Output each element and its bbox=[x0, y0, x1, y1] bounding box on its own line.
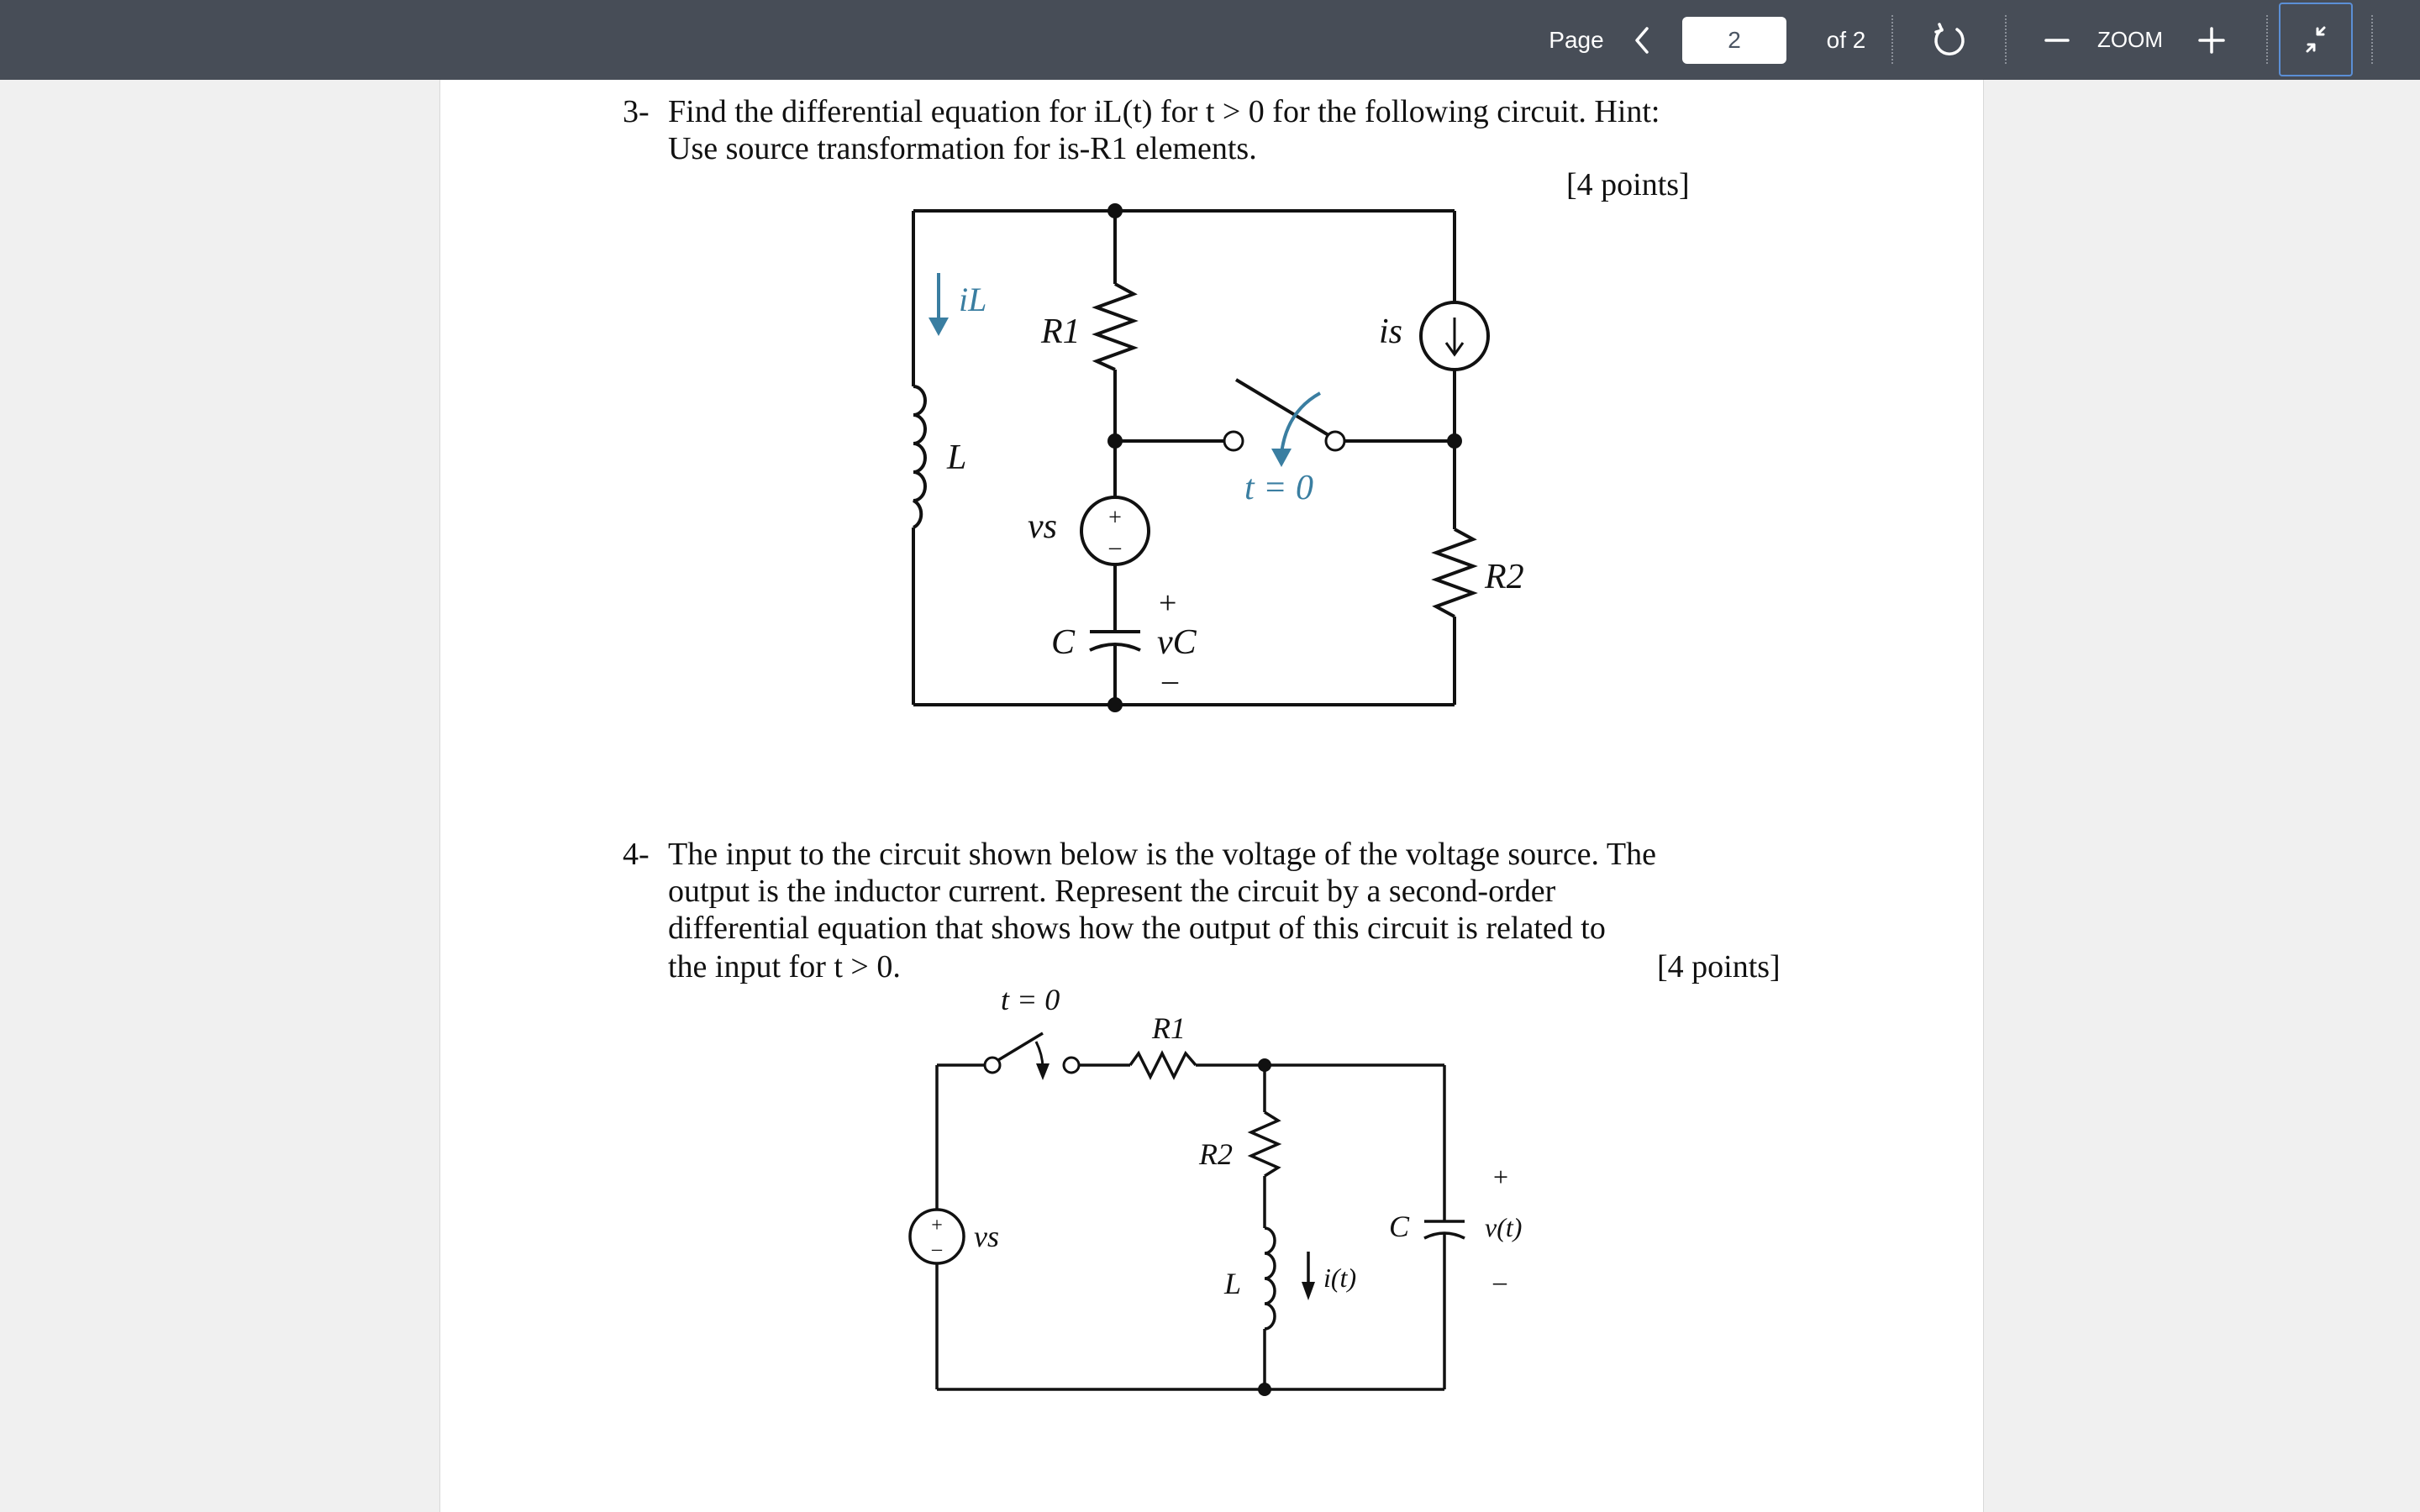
circuit-diagram-2 bbox=[440, 962, 1985, 1499]
label-iL: iL bbox=[959, 281, 987, 318]
label-R1: R1 bbox=[1152, 1011, 1186, 1045]
label-C: C bbox=[1389, 1210, 1410, 1243]
document-viewer[interactable] bbox=[0, 80, 2420, 1512]
circuit1-source-minus: – bbox=[1109, 534, 1121, 560]
label-is: is bbox=[1379, 312, 1403, 351]
label-R1: R1 bbox=[1041, 312, 1081, 351]
label-vs: vs bbox=[974, 1220, 999, 1253]
collapse-icon bbox=[2299, 23, 2333, 56]
chevron-left-icon bbox=[1632, 25, 1652, 55]
label-vC-minus: – bbox=[1162, 663, 1178, 698]
points-label: [4 points] bbox=[1566, 167, 1690, 202]
label-R2: R2 bbox=[1485, 558, 1524, 596]
rotate-button[interactable] bbox=[1928, 0, 1970, 80]
question-number: 4- bbox=[623, 837, 650, 872]
question-line: The input to the circuit shown below is the voltage of the voltage source. The bbox=[668, 837, 1656, 872]
question-line: differential equation that shows how the output of this circuit is related to bbox=[668, 911, 1606, 946]
exit-fullscreen-button[interactable] bbox=[2279, 3, 2353, 76]
pdf-toolbar bbox=[0, 0, 2420, 80]
question-number: 3- bbox=[623, 94, 650, 129]
question-line: the input for t > 0. bbox=[668, 949, 901, 984]
label-vC: vC bbox=[1157, 623, 1197, 662]
label-vt-minus: – bbox=[1493, 1266, 1507, 1296]
label-vs: vs bbox=[1028, 507, 1057, 546]
toolbar-divider bbox=[2005, 15, 2007, 64]
label-t0: t = 0 bbox=[1244, 469, 1314, 507]
label-L: L bbox=[947, 438, 967, 477]
rotate-icon bbox=[1931, 22, 1968, 59]
question-line: Use source transformation for is-R1 elements. bbox=[668, 131, 1257, 166]
label-L: L bbox=[1224, 1267, 1242, 1300]
toolbar-divider bbox=[1891, 15, 1893, 64]
circuit1-source-plus: + bbox=[1108, 505, 1122, 531]
label-R2: R2 bbox=[1199, 1137, 1233, 1171]
circuit2-source-plus: + bbox=[931, 1215, 943, 1236]
plus-icon bbox=[2198, 27, 2225, 54]
label-it: i(t) bbox=[1323, 1263, 1357, 1293]
label-vt: v(t) bbox=[1485, 1212, 1523, 1242]
label-t0: t = 0 bbox=[1001, 983, 1060, 1016]
circuit2-source-minus: – bbox=[932, 1238, 942, 1260]
page-total: of 2 bbox=[1826, 26, 1866, 53]
question-line: output is the inductor current. Represent the circuit by a second-order bbox=[668, 874, 1556, 909]
toolbar-divider bbox=[2266, 15, 2268, 64]
minus-icon bbox=[2044, 28, 2070, 53]
next-page-button[interactable] bbox=[1766, 0, 1800, 80]
zoom-label: ZOOM bbox=[2097, 27, 2163, 52]
label-vt-plus: + bbox=[1493, 1162, 1509, 1192]
label-C: C bbox=[1051, 623, 1076, 662]
points-label: [4 points] bbox=[1657, 949, 1781, 984]
pdf-page bbox=[439, 80, 1984, 1512]
question-line: Find the differential equation for iL(t) for t > 0 for the following circuit. Hint: bbox=[668, 94, 1660, 129]
circuit-diagram-1 bbox=[440, 80, 1985, 836]
prev-page-button[interactable] bbox=[1625, 0, 1659, 80]
zoom-out-button[interactable] bbox=[2040, 0, 2074, 80]
toolbar-divider bbox=[2371, 15, 2373, 64]
label-vC-plus: + bbox=[1159, 585, 1177, 621]
page-label: Page bbox=[1549, 26, 1604, 53]
zoom-in-button[interactable] bbox=[2195, 0, 2228, 80]
